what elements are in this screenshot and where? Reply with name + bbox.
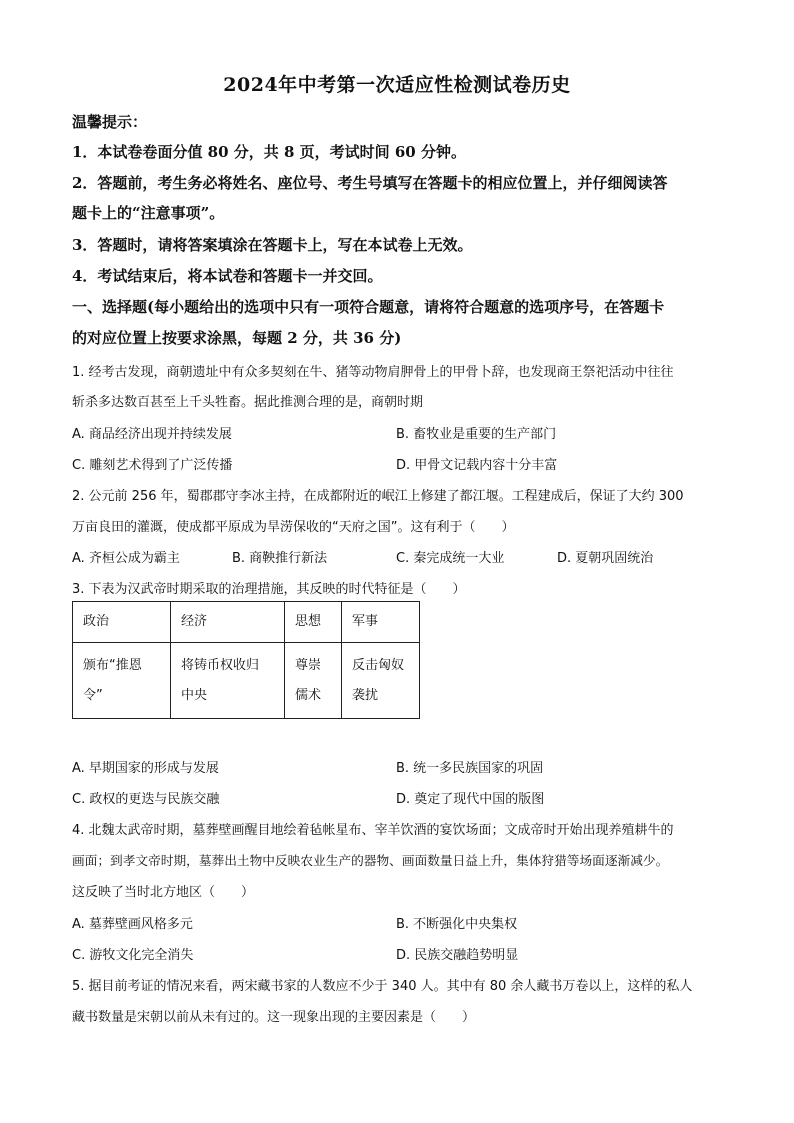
question-4-option-a: A. 墓葬壁画风格多元 (72, 917, 193, 932)
table-cell (171, 643, 285, 719)
question-2-stem: 2. 公元前 256 年，蜀郡郡守李冰主持，在成都附近的岷江上修建了都江堰。工程建成后，保证了大约 300 (72, 489, 684, 504)
question-3-stem: 3. 下表为汉武帝时期采取的治理措施，其反映的时代特征是（ ） (72, 582, 466, 597)
question-2-option-b: B. 商鞅推行新法 (232, 551, 328, 566)
question-3-table (72, 601, 420, 719)
table-cell-line: 袭扰 (352, 688, 379, 703)
question-1-option-d: D. 甲骨文记载内容十分丰富 (396, 458, 558, 473)
notice-item: 4．考试结束后，将本试卷和答题卡一并交回。 (72, 267, 383, 285)
question-1-option-c: C. 雕刻艺术得到了广泛传播 (72, 458, 233, 473)
question-1-stem: 1. 经考古发现，商朝遗址中有众多契刻在牛、猪等动物肩胛骨上的甲骨卜辞，也发现商王祭祀活动中往往 (72, 365, 674, 380)
question-4-stem: 4. 北魏太武帝时期，墓葬壁画醒目地绘着毡帐星布、宰羊饮酒的宴饮场面；文成帝时开始出现养殖耕牛的 (72, 823, 674, 838)
section-heading: 一、选择题(每小题给出的选项中只有一项符合题意，请将符合题意的选项序号，在答题卡 (72, 298, 665, 316)
table-header-cell: 思想 (285, 602, 342, 643)
question-4-option-c: C. 游牧文化完全消失 (72, 948, 194, 963)
exam-title: 2024年中考第一次适应性检测试卷历史 (223, 74, 571, 96)
question-4-option-b: B. 不断强化中央集权 (396, 917, 518, 932)
question-2-option-d: D. 夏朝巩固统治 (557, 551, 654, 566)
notice-item: 2．答题前，考生务必将姓名、座位号、考生号填写在答题卡的相应位置上，并仔细阅读答 (72, 174, 668, 192)
notice-item: 3．答题时，请将答案填涂在答题卡上，写在本试卷上无效。 (72, 236, 473, 254)
question-4-stem: 画面；到孝文帝时期，墓葬出土物中反映农业生产的器物、画面数量日益上升，集体狩猎等场面逐渐减少。 (72, 853, 669, 868)
notice-item: 题卡上的“注意事项”。 (72, 204, 225, 222)
table-header-cell: 政治 (73, 602, 171, 643)
table-cell-line: 儒术 (295, 688, 322, 703)
question-2-option-a: A. 齐桓公成为霸主 (72, 551, 180, 566)
question-5-stem: 5. 据目前考证的情况来看，两宋藏书家的人数应不少于 340 人。其中有 80 余人藏书万卷以上，这样的私人 (72, 979, 693, 994)
table-cell (73, 643, 171, 719)
question-3-option-a: A. 早期国家的形成与发展 (72, 761, 219, 776)
question-1-option-b: B. 畜牧业是重要的生产部门 (396, 427, 557, 442)
question-4-stem: 这反映了当时北方地区（ ） (72, 885, 255, 900)
table-cell-line: 尊崇 (295, 658, 322, 673)
question-3-option-b: B. 统一多民族国家的巩固 (396, 761, 544, 776)
question-4-option-d: D. 民族交融趋势明显 (396, 948, 519, 963)
question-2-option-c: C. 秦完成统一大业 (396, 551, 505, 566)
question-3-option-d: D. 奠定了现代中国的版图 (396, 792, 545, 807)
question-1-stem: 斩杀多达数百甚至上千头牲畜。据此推测合理的是，商朝时期 (72, 395, 424, 410)
notice-item: 1．本试卷卷面分值 80 分，共 8 页，考试时间 60 分钟。 (72, 143, 466, 161)
table-cell-line: 反击匈奴 (352, 658, 405, 673)
section-heading: 的对应位置上按要求涂黑，每题 2 分，共 36 分) (72, 329, 402, 347)
table-cell-line: 颁布“推恩 (83, 658, 142, 673)
table-cell-line: 中央 (181, 688, 208, 703)
question-3-option-c: C. 政权的更迭与民族交融 (72, 792, 220, 807)
table-cell (285, 643, 342, 719)
table-cell (342, 643, 420, 719)
question-2-stem: 万亩良田的灌溉，使成都平原成为旱涝保收的“天府之国”。这有利于（ ） (72, 520, 515, 535)
table-cell-line: 令” (83, 688, 103, 703)
notice-heading: 温馨提示： (72, 113, 148, 131)
table-cell-line: 将铸币权收归 (181, 658, 260, 673)
question-5-stem: 藏书数量是宋朝以前从未有过的。这一现象出现的主要因素是（ ） (72, 1010, 476, 1025)
table-header-cell: 经济 (171, 602, 285, 643)
table-header-cell: 军事 (342, 602, 420, 643)
question-1-option-a: A. 商品经济出现并持续发展 (72, 427, 232, 442)
